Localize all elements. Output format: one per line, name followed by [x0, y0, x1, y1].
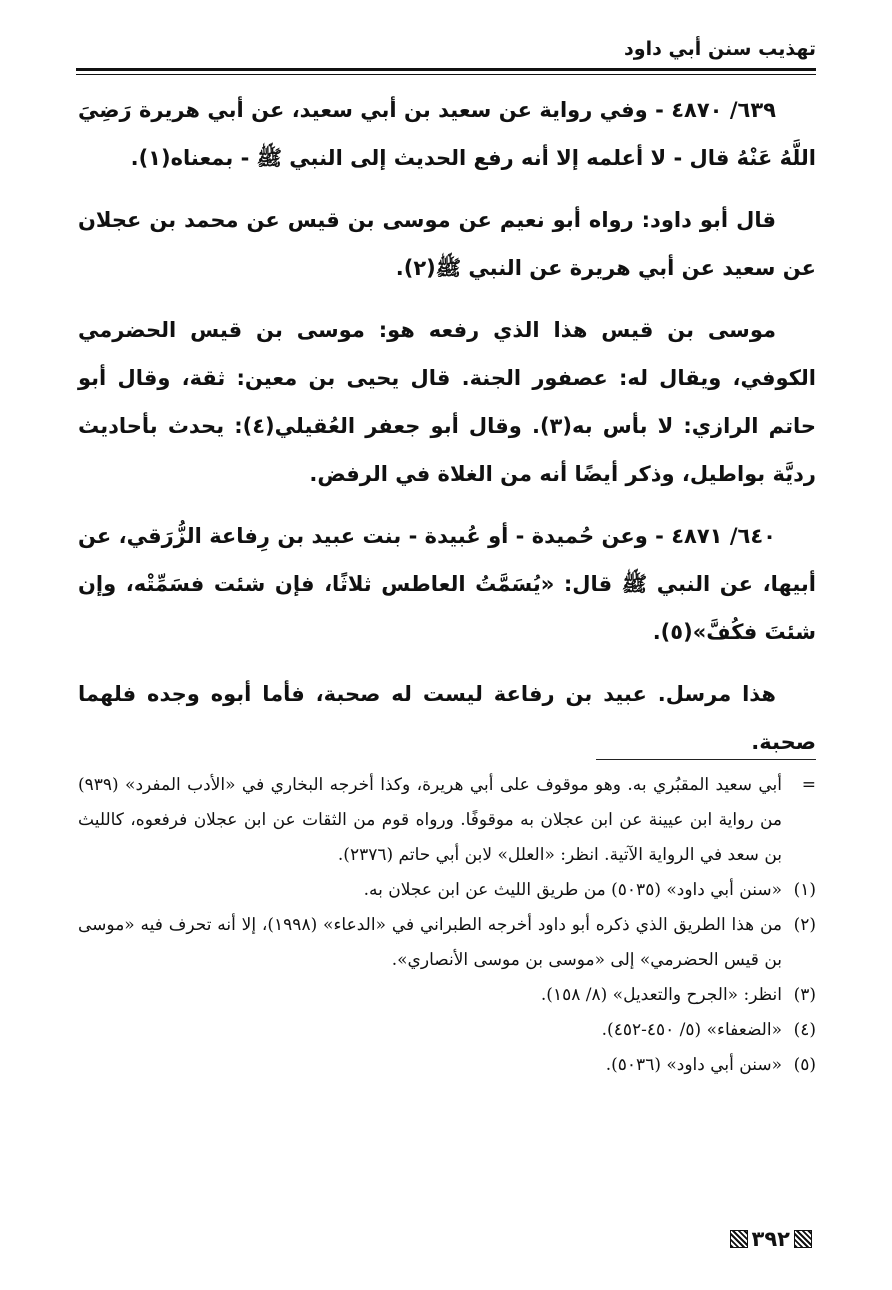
footnote-marker: = [801, 775, 816, 795]
hadith-639-paragraph: ٦٣٩/ ٤٨٧٠ - وفي رواية عن سعيد بن أبي سعيد، عن أبي هريرة رَضِيَ اللَّهُ عَنْهُ قال - لا أعلمه إلا أنه رفع الحديث إلى النبي ﷺ - بمعناه(١). [78, 98, 816, 170]
footnote-text: «الضعفاء» (٥/ ٤٥٠-٤٥٢). [601, 1020, 782, 1040]
page-number-block [690, 1224, 816, 1254]
footnote-marker: (٢) [793, 915, 816, 935]
header-rule-thin [76, 74, 816, 75]
musa-bin-qays-paragraph: موسى بن قيس هذا الذي رفعه هو: موسى بن قيس الحضرمي الكوفي، ويقال له: عصفور الجنة. قال يحيى بن معين: ثقة، وقال أبو حاتم الرازي: لا بأس به(٣). وقال أبو جعفر العُقيلي(٤): يحدث بأحاديث رديَّة بواطيل، وذكر أيضًا أنه من الغلاة في الرفض. [78, 318, 816, 486]
main-text [78, 86, 816, 766]
header-rule-thick [76, 68, 816, 71]
footnote-text: «سنن أبي داود» (٥٠٣٦). [605, 1055, 782, 1075]
footnote-marker: (١) [793, 880, 816, 900]
page-number: ٣٩٢ [751, 1227, 790, 1251]
footnote-text: «سنن أبي داود» (٥٠٣٥) من طريق الليث عن ابن عجلان به. [363, 880, 782, 900]
footnote-3 [78, 978, 816, 1013]
footnote-5 [78, 1048, 816, 1083]
footnotes [78, 768, 816, 1083]
footnote-marker: (٣) [793, 985, 816, 1005]
ornament-icon [794, 1230, 812, 1248]
hadith-640-paragraph: ٦٤٠/ ٤٨٧١ - وعن حُميدة - أو عُبيدة - بنت عبيد بن رِفاعة الزُّرَقي، عن أبيها، عن النبي ﷺ قال: «يُسَمَّتُ العاطس ثلاثًا، فإن شئت فسَمِّتْه، وإن شئتَ فكُفَّ»(٥). [78, 524, 816, 644]
footnote-marker: (٤) [793, 1020, 816, 1040]
running-head-title: تهذيب سنن أبي داود [624, 38, 816, 60]
footnote-4 [78, 1013, 816, 1048]
mursal-note-paragraph: هذا مرسل. عبيد بن رفاعة ليست له صحبة، فأما أبوه وجده فلهما صحبة. [78, 682, 816, 754]
footnote-text: من هذا الطريق الذي ذكره أبو داود أخرجه الطبراني في «الدعاء» (١٩٩٨)، إلا أنه تحرف فيه «موسى بن قيس الحضرمي» إلى «موسى بن موسى الأنصاري». [78, 915, 782, 970]
footnote-text: أبي سعيد المقبُري به. وهو موقوف على أبي هريرة، وكذا أخرجه البخاري في «الأدب المفرد» (٩٣٩) من رواية ابن عيينة عن ابن عجلان به موقوفًا. ورواه قوم من الثقات عن ابن عجلان فرفعوه، كالليث بن سعد في الرواية الآتية. انظر: «العلل» لابن أبي حاتم (٢٣٧٦). [78, 775, 782, 865]
footnote-text: انظر: «الجرح والتعديل» (٨/ ١٥٨). [540, 985, 782, 1005]
footnote-1 [78, 873, 816, 908]
footnote-separator [596, 759, 816, 760]
abu-dawud-comment-paragraph: قال أبو داود: رواه أبو نعيم عن موسى بن قيس عن محمد بن عجلان عن سعيد عن أبي هريرة عن النبي ﷺ(٢). [78, 208, 816, 280]
footnote-2 [78, 908, 816, 978]
footnote-marker: (٥) [793, 1055, 816, 1075]
footnote-continued [78, 768, 816, 873]
ornament-icon [730, 1230, 748, 1248]
